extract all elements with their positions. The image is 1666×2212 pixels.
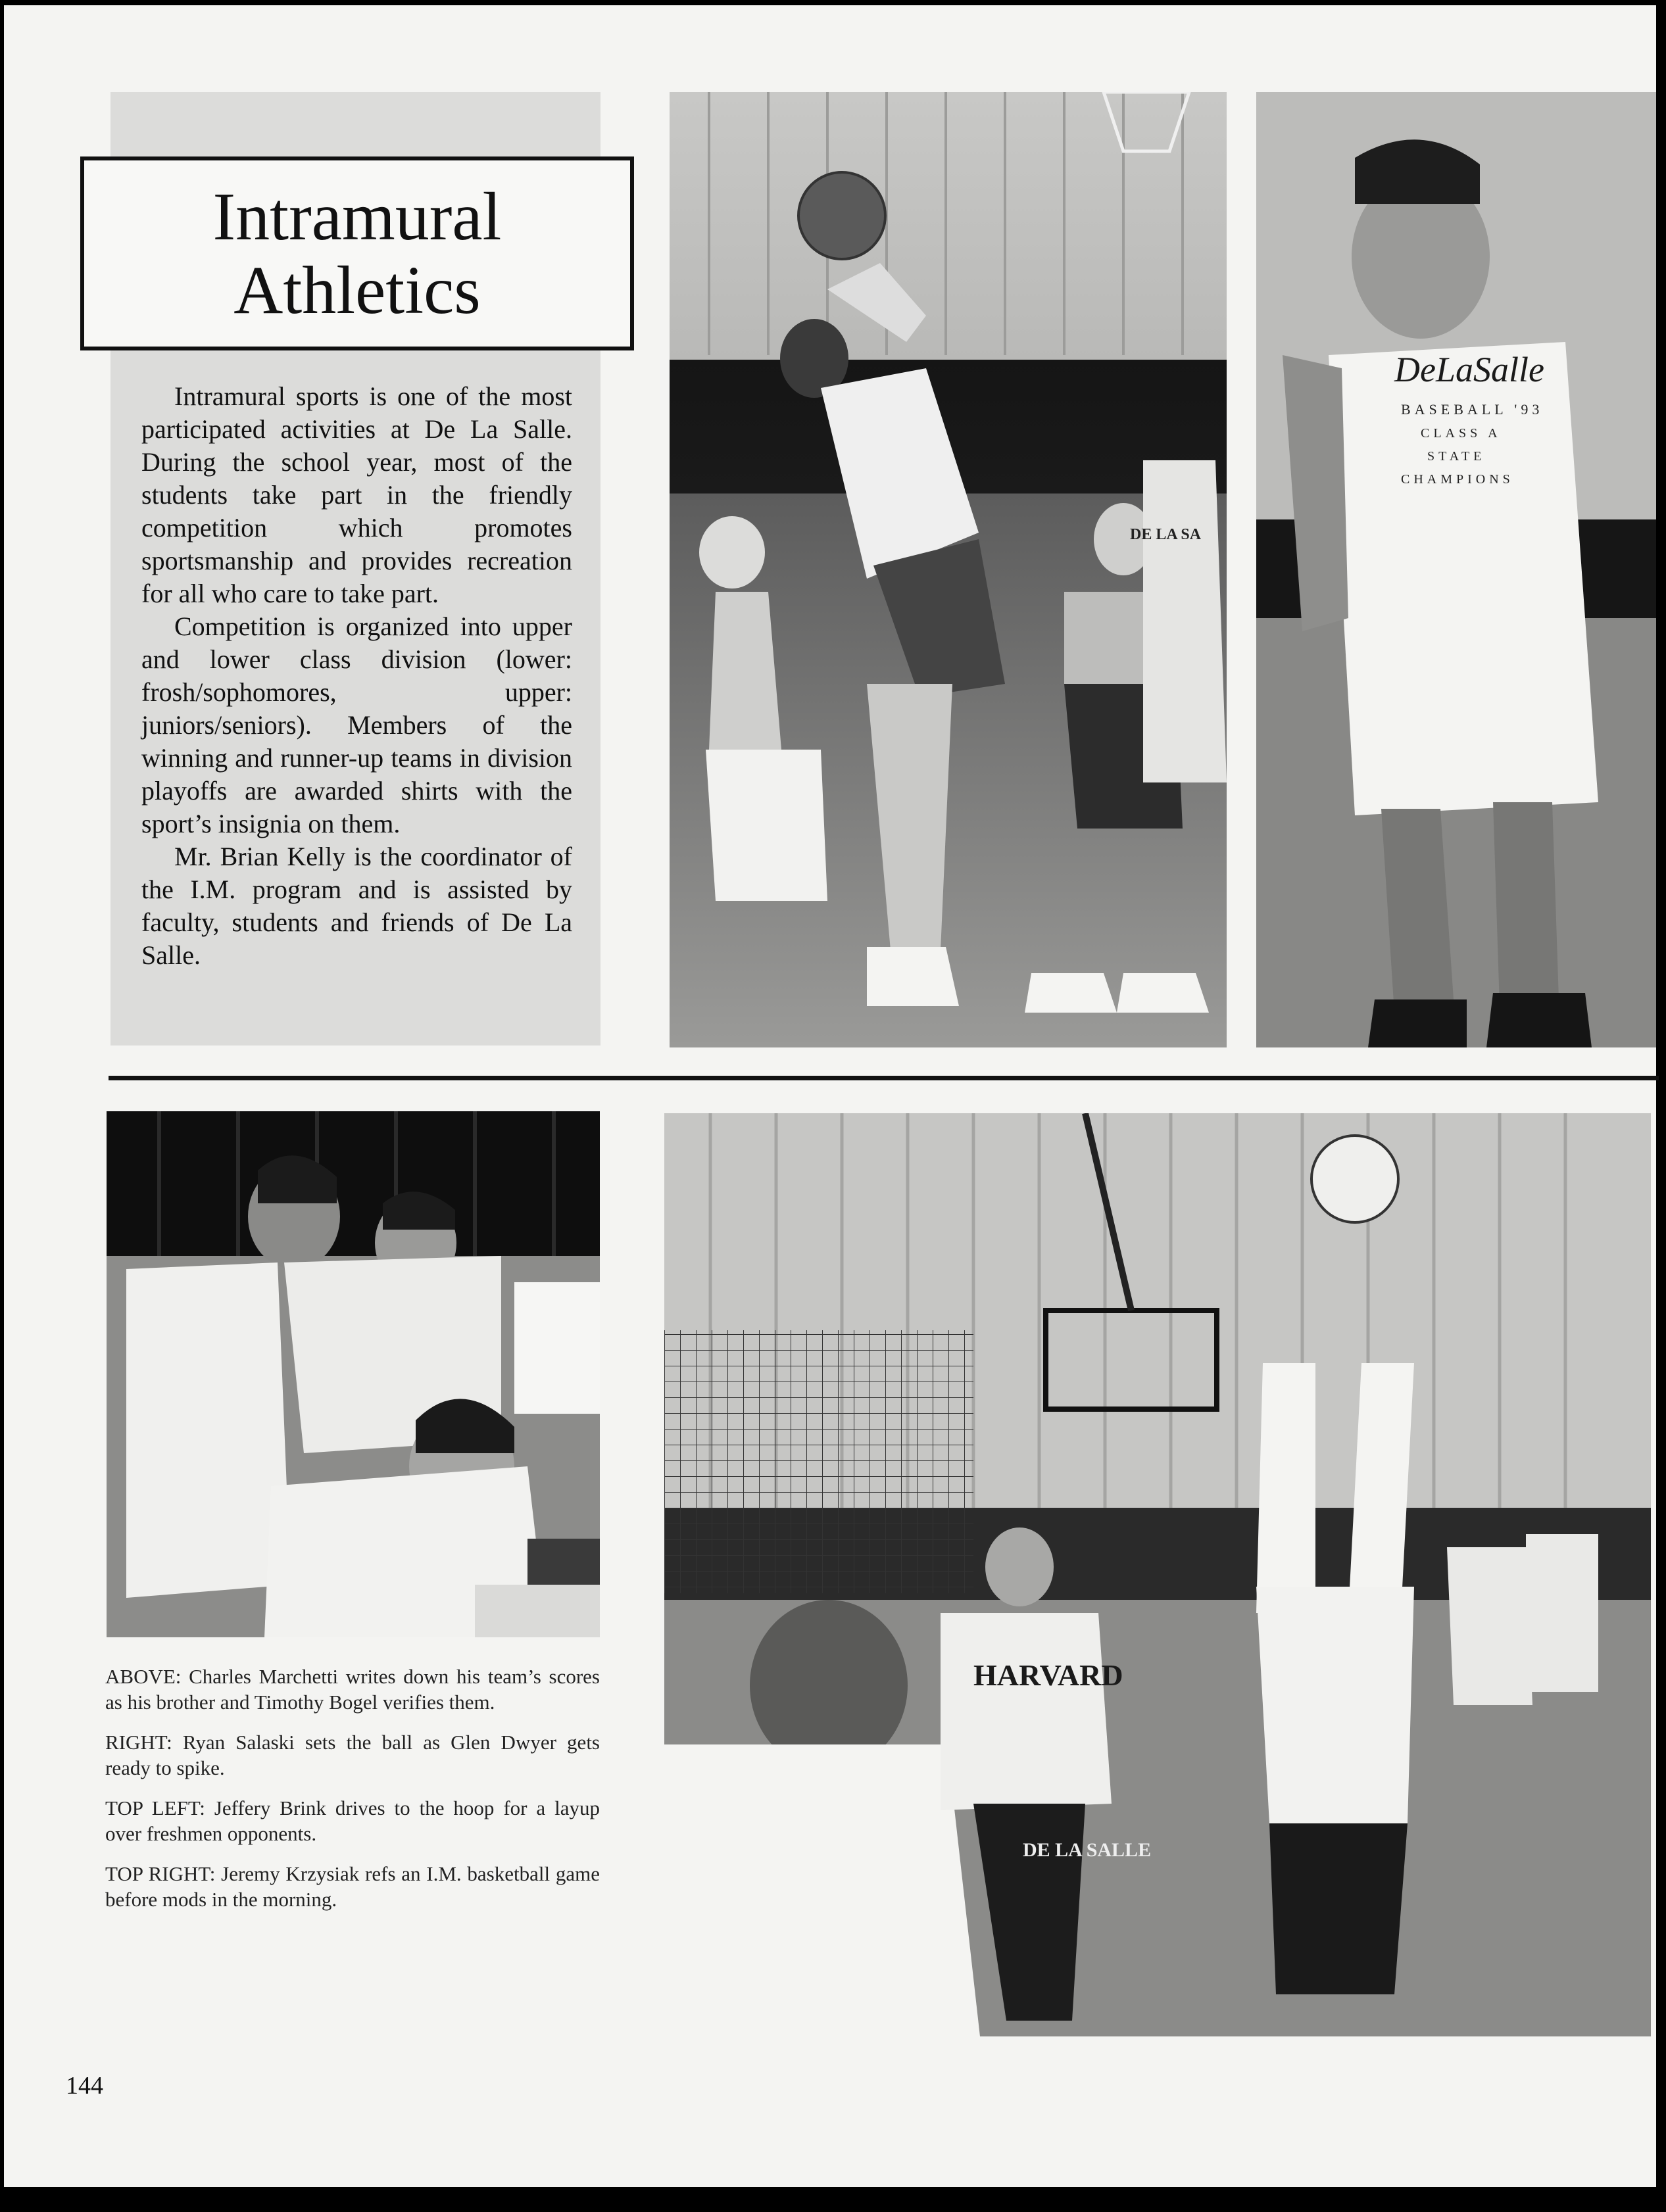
photo-basketball-layup — [670, 92, 1227, 1047]
shirt-line: CLASS A — [1421, 426, 1502, 441]
page-border-top — [0, 0, 1666, 5]
shirt-line: BASEBALL '93 — [1401, 401, 1544, 418]
page-border-left — [0, 0, 4, 2212]
basketball-icon — [798, 172, 885, 259]
photo-referee — [1256, 92, 1656, 1047]
shirt-logo: DeLaSalle — [1394, 350, 1544, 389]
photo-volleyball — [664, 1113, 1651, 2036]
story-paragraph: Mr. Brian Kelly is the coordinator of the I.M. program and is assisted by faculty, students and friends of De La Salle. — [141, 842, 572, 970]
shirt-line: STATE — [1427, 449, 1486, 464]
title-line-1: Intramural — [212, 178, 502, 254]
referee-scene — [1256, 92, 1656, 1047]
volleyball-scene — [664, 1113, 1651, 2036]
pants-print: DE LA SALLE — [1023, 1839, 1152, 1861]
caption-right: RIGHT: Ryan Salaski sets the ball as Glen Dwyer gets ready to spike. — [105, 1731, 600, 1779]
story-paragraph: Competition is organized into upper and lower class division (lower: frosh/sophomores, upper: juniors/seniors). Members of the winning and runner-up teams in division playoffs are awarded shirts with the sport’s insignia on them. — [141, 612, 572, 838]
section-divider — [109, 1076, 1659, 1080]
page-border-bottom — [0, 2187, 1666, 2212]
title-box — [80, 156, 634, 350]
photo-scorekeepers — [107, 1111, 600, 1637]
volleyball-net — [664, 1330, 973, 1593]
caption-above: ABOVE: Charles Marchetti writes down his team’s scores as his brother and Timothy Bogel verifies them. — [105, 1665, 600, 1714]
volleyball-icon — [1311, 1136, 1398, 1222]
sweatshirt-print: HARVARD — [973, 1658, 1123, 1692]
shirt-line: CHAMPIONS — [1401, 472, 1514, 487]
scorekeepers-scene — [107, 1111, 600, 1637]
photo-captions — [105, 1664, 600, 1927]
page-number: 144 — [66, 2072, 103, 2100]
shirt-print: DE LA SA — [1130, 526, 1202, 543]
title-line-2: Athletics — [233, 252, 481, 328]
basketball-scene — [670, 92, 1227, 1047]
page-border-right — [1656, 0, 1666, 2212]
story-paragraph: Intramural sports is one of the most participated activities at De La Salle. During the school year, most of the students take part in the friendly competition which promotes sportsmanship and provides recreation for all who care to take part. — [141, 381, 572, 608]
caption-top-left: TOP LEFT: Jeffery Brink drives to the hoop for a layup over freshmen opponents. — [105, 1796, 600, 1845]
caption-top-right: TOP RIGHT: Jeremy Krzysiak refs an I.M. basketball game before mods in the morning. — [105, 1862, 600, 1911]
story-body — [141, 380, 572, 972]
